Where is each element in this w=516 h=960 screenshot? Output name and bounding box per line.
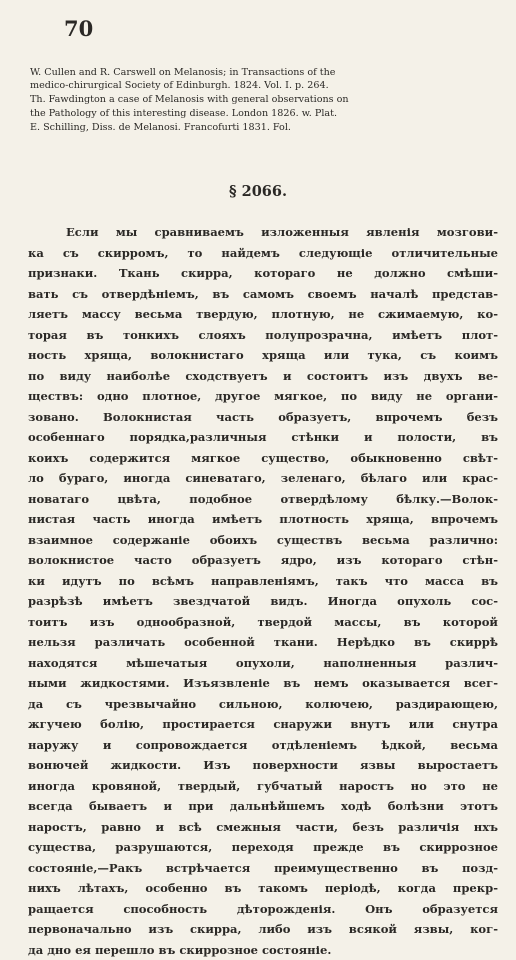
paragraph-line: нистая часть иногда имѣетъ плотность хряща, впрочемъ xyxy=(28,512,498,526)
paragraph-line: состояніе,—Ракъ встрѣчается преимущественно въ позд- xyxy=(28,860,498,875)
paragraph-line: наростъ, равно и всѣ смежныя части, безъ различія нхъ xyxy=(28,819,498,834)
paragraph-line: торая въ тонкихъ слояхъ полупрозрачна, имѣетъ плот- xyxy=(28,327,498,342)
paragraph-line: признаки. Ткань скирра, котораго не должно смѣши- xyxy=(28,266,498,280)
paragraph-line: тоитъ изъ однообразной, твердой массы, въ которой xyxy=(28,614,498,629)
paragraph-line: иногда кровяной, твердый, губчатый наростъ но это не xyxy=(28,778,498,793)
reference-line: W. Cullen and R. Carswell on Melanosis; in Transactions of the xyxy=(30,67,336,78)
paragraph-line: зовано. Волокнистая часть образуетъ, впрочемъ безъ xyxy=(28,409,498,424)
paragraph-line: вать съ отвердѣніемъ, въ самомъ своемъ началѣ представ- xyxy=(28,286,498,301)
paragraph-line: ществъ: одно плотное, другое мягкое, по виду не органи- xyxy=(28,389,498,403)
paragraph-line: волокнистое часто образуетъ ядро, изъ котораго стѣн- xyxy=(28,553,498,567)
paragraph-line: вонючей жидкости. Изъ поверхности язвы выростаетъ xyxy=(28,758,498,772)
paragraph-line: ляетъ массу весьма твердую, плотную, не сжимаемую, ко- xyxy=(28,307,498,321)
paragraph-line: Если мы сравниваемъ изложенныя явленія мозгови- xyxy=(66,225,498,239)
reference-line: medico-chirurgical Society of Edinburgh. 1824. Vol. I. p. 264. xyxy=(30,80,329,92)
paragraph-line: ность хряща, волокнистаго хряща или тука, съ коимъ xyxy=(28,348,498,362)
paragraph-line: ки идутъ по всѣмъ направленіямъ, такъ что масса въ xyxy=(28,573,498,588)
paragraph-line: ло бураго, иногда синеватаго, зеленаго, бѣлаго или крас- xyxy=(28,471,498,485)
reference-line: E. Schilling, Diss. de Melanosi. Francofurti 1831. Fol. xyxy=(30,121,291,133)
paragraph-line: ными жидкостями. Изъязвленіе въ немъ оказывается всег- xyxy=(28,676,498,690)
reference-fawdington xyxy=(30,93,500,119)
paragraph-line: новатаго цвѣта, подобное отвердѣлому бѣлку.—Волок- xyxy=(28,491,498,506)
paragraph-line: нельзя различать особенной ткани. Нерѣдко въ скиррѣ xyxy=(28,635,498,649)
section-heading: § 2066. xyxy=(228,183,288,200)
paragraph-line: существа, разрушаются, переходя прежде въ скиррозное xyxy=(28,840,498,854)
paragraph-line: находятся мѣшечатыя опухоли, наполненныя различ- xyxy=(28,655,498,670)
paragraph-line: первоначально изъ скирра, либо изъ всякой язвы, ког- xyxy=(28,922,498,936)
paragraph-line: ращается способность дѣторожденія. Онъ образуется xyxy=(28,901,498,916)
paragraph-line: жгучею болію, простирается снаружи внутъ или снутра xyxy=(28,717,498,731)
paragraph-line: по виду наиболѣе сходствуетъ и состоитъ изъ двухъ ве- xyxy=(28,368,498,383)
paragraph-line: разрѣзѣ имѣетъ звездчатой видъ. Иногда опухоль сос- xyxy=(28,594,498,608)
page-number: 70 xyxy=(64,16,94,41)
paragraph-line: наружу и сопровождается отдѣленіемъ ѣдкой, весьма xyxy=(28,737,498,752)
paragraph-line: да дно ея перешло въ скиррозное состояніе. xyxy=(28,942,332,957)
reference-cullen-carswell xyxy=(30,66,500,92)
paragraph-line: да съ чрезвычайно сильною, колючею, раздирающею, xyxy=(28,696,498,711)
paragraph-line: взаимное содержаніе обоихъ существъ весьма различно: xyxy=(28,532,498,547)
paragraph-line: всегда бываетъ и при дальнѣйшемъ ходѣ болѣзни этотъ xyxy=(28,799,498,813)
paragraph-line: коихъ содержится мягкое существо, обыкновенно свѣт- xyxy=(28,450,498,465)
reference-line: Th. Fawdington a case of Melanosis with general observations on xyxy=(30,94,349,106)
main-paragraph xyxy=(28,222,498,960)
references xyxy=(30,66,500,134)
paragraph-line: ка съ скирромъ, то найдемъ следующіе отличительные xyxy=(28,245,498,260)
paragraph-line: особеннаго порядка,различныя стѣнки и полости, въ xyxy=(28,430,498,444)
reference-line: the Pathology of this interesting disease. London 1826. w. Plat. xyxy=(30,107,338,119)
reference-schilling xyxy=(30,121,500,134)
paragraph-line: нихъ лѣтахъ, особенно въ такомъ періодѣ, когда прекр- xyxy=(28,881,498,895)
